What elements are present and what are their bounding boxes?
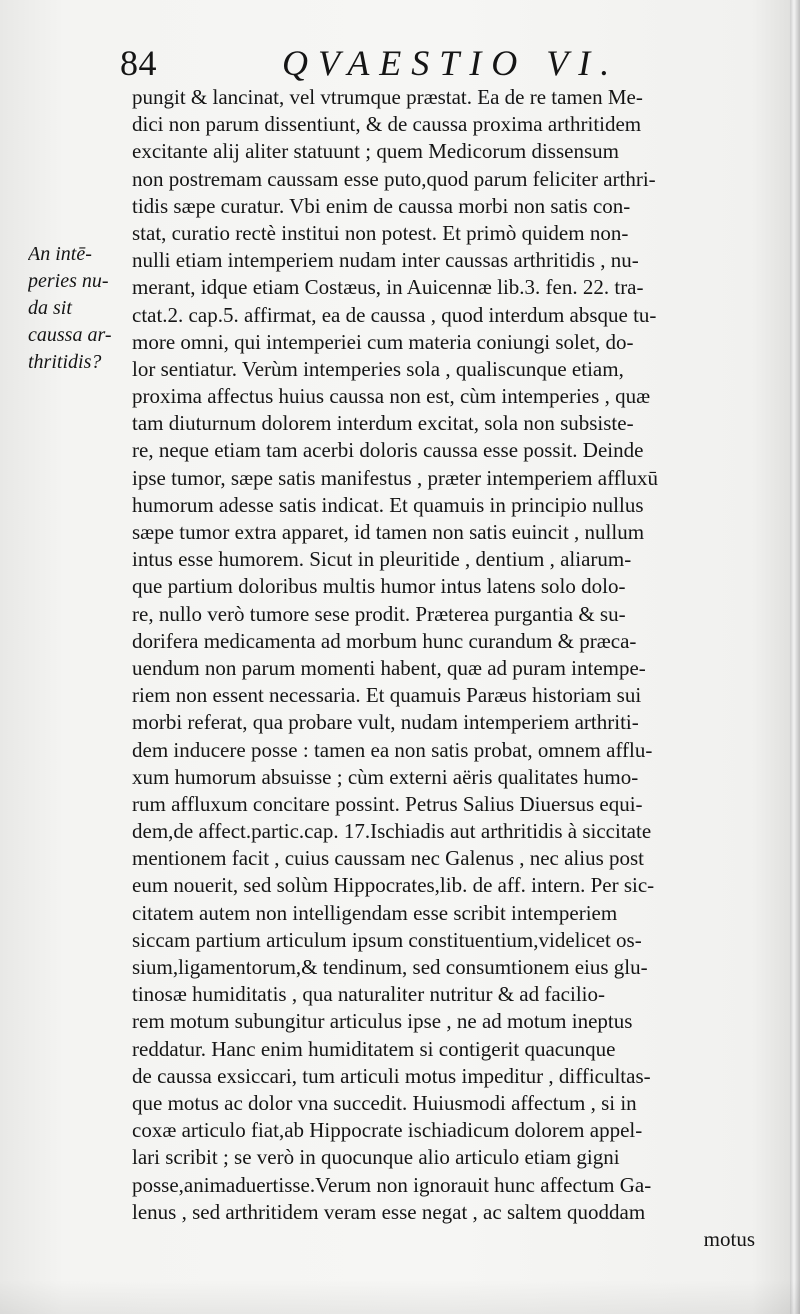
text-line: humorum adesse satis indicat. Et quamuis in principio nullus [132,492,644,517]
text-line: lari scribit ; se verò in quocunque alio articulo etiam gigni [132,1145,620,1170]
margin-note-line: thritidis? [28,351,102,373]
text-line: posse,animaduertisse.Verum non ignorauit hunc affectum Ga- [132,1172,652,1197]
text-line: tam diuturnum dolorem interdum excitat, sola non subsiste- [132,411,634,436]
text-line: de caussa exsiccari, tum articuli motus impeditur , difficultas- [132,1063,651,1088]
text-line: reddatur. Hanc enim humiditatem si contigerit quacunque [132,1036,616,1061]
text-line: dici non parum dissentiunt, & de caussa proxima arthritidem [132,112,642,137]
text-line: re, neque etiam tam acerbi doloris caussa esse possit. Deinde [132,438,644,463]
text-line: nulli etiam intemperiem nudam inter caussas arthritidis , nu- [132,248,639,273]
text-line: sium,ligamentorum,& tendinum, sed consumtionem eius glu- [132,955,648,979]
page-number: 84 [120,43,157,83]
text-line: coxæ articulo fiat,ab Hippocrate ischiadicum dolorem appel- [132,1118,643,1143]
margin-note-line: An intē- [28,243,92,265]
text-line: non postremam caussam esse puto,quod parum feliciter arthri- [132,166,656,191]
text-line: re, nullo verò tumore sese prodit. Præterea purgantia & su- [132,601,626,626]
text-line: siccam partium articulum ipsum constituentium,videlicet os- [132,927,642,952]
text-line: excitante alij aliter statuunt ; quem Medicorum dissensum [132,139,619,164]
text-line: pungit & lancinat, vel vtrumque præstat. Ea de re tamen Me- [132,85,643,109]
page-header [120,38,740,88]
page-bottom-shadow [0,1280,800,1314]
margin-note-line: da sit [28,297,72,319]
catchword: motus [703,1226,755,1251]
running-head: QVAESTIO VI. [282,43,620,83]
text-line: rem motum subungitur articulus ipse , ne ad motum ineptus [132,1009,633,1034]
text-line: intus esse humorem. Sicut in pleuritide , dentium , aliarum- [132,547,632,572]
text-line: stat, curatio rectè institui non potest. Et primò quidem non- [132,220,629,245]
text-line: citatem autem non intelligendam esse scribit intemperiem [132,900,618,925]
text-line: ctat.2. cap.5. affirmat, ea de caussa , quod interdum absque tu- [132,302,657,327]
text-line: merant, idque etiam Costæus, in Auicennæ lib.3. fen. 22. tra- [132,275,644,300]
body-text [132,84,767,1253]
text-line: uendum non parum momenti habent, quæ ad puram intempe- [132,655,646,680]
margin-note-line: peries nu- [28,270,109,292]
text-line: riem non essent necessaria. Et quamuis Paræus historiam sui [132,683,642,708]
text-line: xum humorum absuisse ; cùm externi aëris qualitates humo- [132,764,639,789]
text-line: ipse tumor, sæpe satis manifestus , præter intemperiem affluxū [132,465,659,490]
text-line: lenus , sed arthritidem veram esse negat , ac saltem quoddam [132,1199,646,1224]
text-line: sæpe tumor extra apparet, id tamen non satis euincit , nullum [132,520,645,544]
margin-note-line: caussa ar- [28,324,112,346]
text-line: rum affluxum concitare possint. Petrus Salius Diuersus equi- [132,791,643,816]
text-line: eum nouerit, sed solùm Hippocrates,lib. de aff. intern. Per sic- [132,873,655,898]
text-line: que motus ac dolor vna succedit. Huiusmodi affectum , si in [132,1090,637,1115]
text-line: dem inducere posse : tamen ea non satis probat, omnem afflu- [132,737,653,762]
text-line: tidis sæpe curatur. Vbi enim de caussa morbi non satis con- [132,193,631,218]
text-line: morbi referat, qua probare vult, nudam intemperiem arthriti- [132,710,639,735]
text-line: mentionem facit , cuius caussam nec Galenus , nec alius post [132,846,645,871]
text-line: tinosæ humiditatis , qua naturaliter nutritur & ad facilio- [132,982,605,1007]
text-line: lor sentiatur. Verùm intemperies sola , qualiscunque etiam, [132,356,624,381]
text-line: dem,de affect.partic.cap. 17.Ischiadis aut arthritidis à siccitate [132,819,652,844]
text-line: que partium doloribus multis humor intus latens solo dolo- [132,574,626,599]
text-line: more omni, qui intemperiei cum materia coniungi solet, do- [132,329,634,354]
page-edge [790,0,800,1314]
text-line: dorifera medicamenta ad morbum hunc curandum & præca- [132,628,637,653]
text-line: proxima affectus huius caussa non est, cùm intemperies , quæ [132,384,651,409]
margin-note [28,241,128,376]
